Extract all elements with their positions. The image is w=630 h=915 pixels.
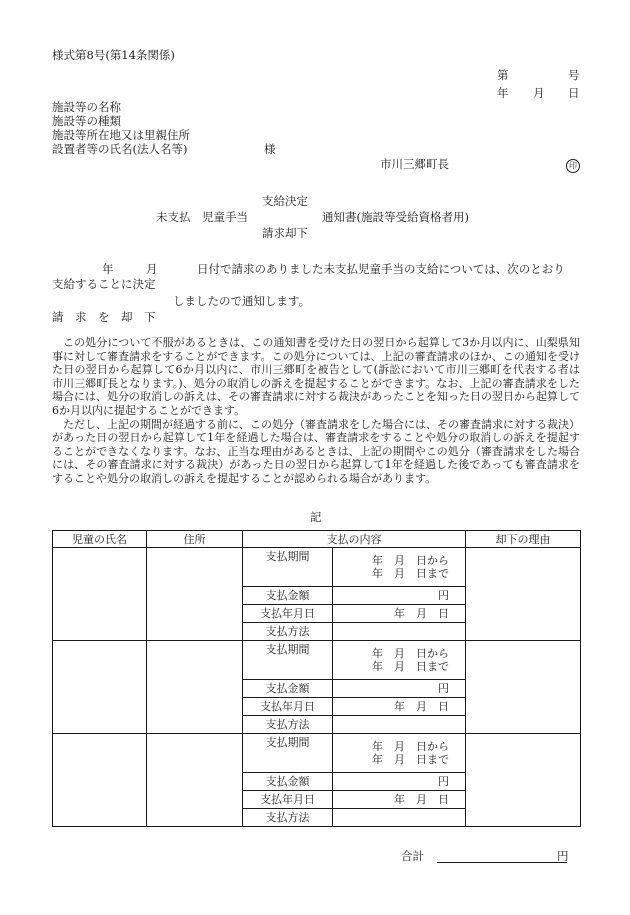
label-period: 支払期間 xyxy=(243,734,333,773)
cell-amount[interactable]: 円 xyxy=(333,680,466,698)
period-to: 年 月 日まで xyxy=(372,660,449,673)
label-pay-date: 支払年月日 xyxy=(243,698,333,716)
cell-address[interactable] xyxy=(147,548,243,641)
label-pay-date: 支払年月日 xyxy=(243,791,333,809)
facility-type-label: 施設等の種類 xyxy=(52,114,121,128)
facility-name-label: 施設等の名称 xyxy=(52,100,121,114)
body-line-2: 支給することに決定 xyxy=(52,277,156,291)
date-year: 年 xyxy=(497,86,509,100)
cell-period-value[interactable] xyxy=(333,734,466,773)
doc-number-suffix: 号 xyxy=(568,68,580,82)
label-amount: 支払金額 xyxy=(243,587,333,605)
cell-amount[interactable]: 円 xyxy=(333,587,466,605)
title-left: 未支払 児童手当 xyxy=(156,210,248,224)
table-row xyxy=(53,548,581,587)
cell-pay-date[interactable]: 年 月 日 xyxy=(333,791,466,809)
total-label: 合計 xyxy=(401,849,424,863)
table-row xyxy=(53,734,581,773)
body-line-3: しましたので通知します。 xyxy=(173,294,311,308)
cell-rejection-reason[interactable] xyxy=(466,734,581,827)
issuer-name: 市川三郷町長 xyxy=(380,157,449,171)
label-amount: 支払金額 xyxy=(243,680,333,698)
cell-pay-date[interactable]: 年 月 日 xyxy=(333,605,466,623)
cell-rejection-reason[interactable] xyxy=(466,548,581,641)
label-method: 支払方法 xyxy=(243,716,333,734)
header-payment-content: 支払の内容 xyxy=(243,531,466,548)
date-month: 月 xyxy=(533,86,545,100)
title-right: 通知書(施設等受給資格者用) xyxy=(322,210,469,224)
cell-child-name[interactable] xyxy=(53,734,147,827)
cell-address[interactable] xyxy=(147,641,243,734)
label-period: 支払期間 xyxy=(243,548,333,587)
period-from: 年 月 日から xyxy=(372,554,449,567)
label-period: 支払期間 xyxy=(243,641,333,680)
facility-address-label: 施設等所在地又は里親住所 xyxy=(52,128,190,142)
body-month: 月 xyxy=(146,262,158,276)
table-header-row xyxy=(53,531,581,548)
cell-address[interactable] xyxy=(147,734,243,827)
founder-name-label: 設置者等の氏名(法人名等) xyxy=(52,142,188,156)
doc-number-prefix: 第 xyxy=(497,68,509,82)
title-option-reject: 請求却下 xyxy=(262,226,308,240)
cell-period-value[interactable] xyxy=(333,548,466,587)
appeal-notice xyxy=(52,336,580,486)
cell-child-name[interactable] xyxy=(53,641,147,734)
total-underline[interactable] xyxy=(437,862,567,863)
honorific: 様 xyxy=(264,142,276,156)
cell-pay-date[interactable]: 年 月 日 xyxy=(333,698,466,716)
payment-table xyxy=(52,530,581,827)
header-child-name: 児童の氏名 xyxy=(53,531,147,548)
body-year: 年 xyxy=(102,262,114,276)
period-to: 年 月 日まで xyxy=(372,567,449,580)
header-rejection-reason: 却下の理由 xyxy=(466,531,581,548)
table-row xyxy=(53,641,581,680)
label-amount: 支払金額 xyxy=(243,773,333,791)
seal-icon xyxy=(566,157,580,173)
cell-period-value[interactable] xyxy=(333,641,466,680)
cell-method[interactable] xyxy=(333,716,466,734)
ki-heading: 記 xyxy=(310,510,322,524)
appeal-notice-p2: ただし、上記の期間が経過する前に、この処分（審査請求をした場合には、その審査請求に対する裁決）があった日の翌日から起算して1年を経過した場合は、審査請求をすることや処分の取消しの訴えを提起することができなくなります。なお、正当な理由があるときは、上記の期間やこの処分（審査請求をした場合には、その審査請求に対する裁決）があった日の翌日から起算して1年を経過した後であっても審査請求をすることや処分の取消しの訴えを提起することが認められる場合があります。 xyxy=(52,417,580,485)
period-from: 年 月 日から xyxy=(372,647,449,660)
date-day: 日 xyxy=(568,86,580,100)
total-yen: 円 xyxy=(557,849,569,863)
appeal-notice-p1: この処分について不服があるときは、この通知書を受けた日の翌日から起算して3か月以内に、山梨県知事に対して審査請求をすることができます。この処分については、上記の審査請求のほか、この通知を受けた日の翌日から起算して6か月以内に、市川三郷町を被告として(訴訟において市川三郷町を代表する者は市川三郷町長となります。)、処分の取消しの訴えを提起することができます。なお、上記の審査請求をした場合には、処分の取消しの訴えは、その審査請求に対する裁決があったことを知った日の翌日から起算して6か月以内に提起することができます。 xyxy=(52,336,580,417)
cell-amount[interactable]: 円 xyxy=(333,773,466,791)
form-number: 様式第8号(第14条関係) xyxy=(52,48,175,62)
cell-rejection-reason[interactable] xyxy=(466,641,581,734)
label-pay-date: 支払年月日 xyxy=(243,605,333,623)
label-method: 支払方法 xyxy=(243,809,333,827)
label-method: 支払方法 xyxy=(243,623,333,641)
cell-method[interactable] xyxy=(333,809,466,827)
header-address: 住所 xyxy=(147,531,243,548)
body-line-1: 日付で請求のありました未支払児童手当の支給については、次のとおり xyxy=(197,262,565,276)
title-option-approve: 支給決定 xyxy=(262,194,308,208)
cell-method[interactable] xyxy=(333,623,466,641)
period-from: 年 月 日から xyxy=(372,740,449,753)
cell-child-name[interactable] xyxy=(53,548,147,641)
period-to: 年 月 日まで xyxy=(372,753,449,766)
seal-mark: 印 xyxy=(566,159,580,173)
body-line-4: 請 求 を 却 下 xyxy=(52,310,156,324)
